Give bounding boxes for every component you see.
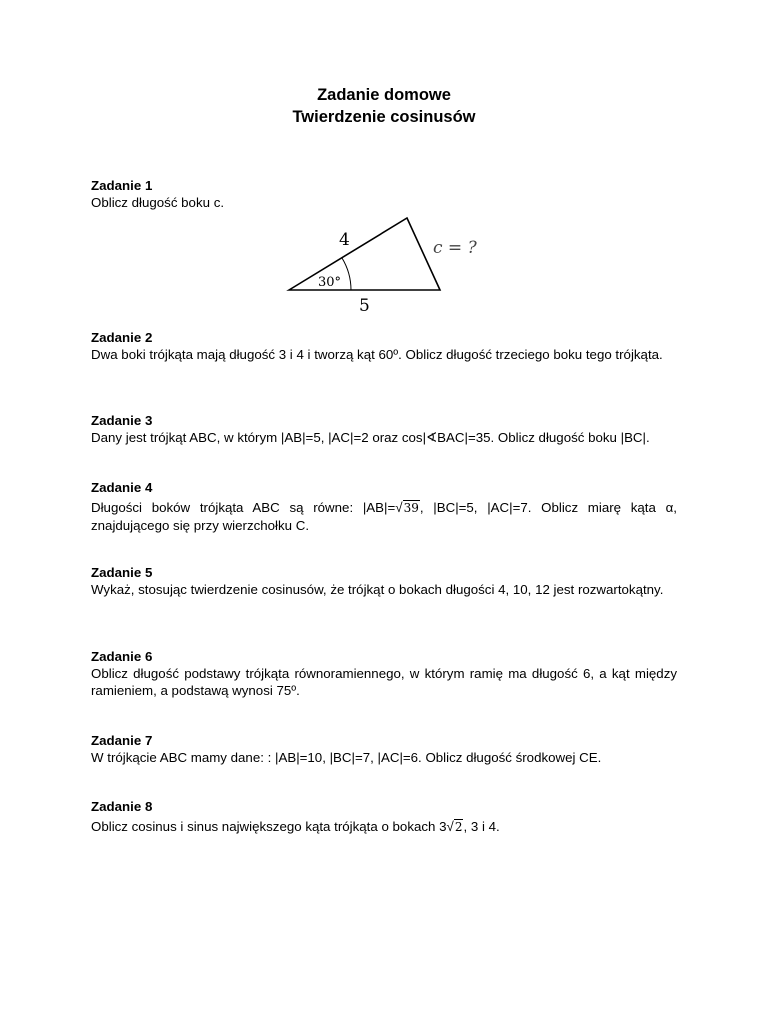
- label-side-4: 4: [339, 230, 350, 250]
- task-4: [91, 479, 677, 534]
- title-line-2: Twierdzenie cosinusów: [292, 108, 476, 126]
- task-3-text: Dany jest trójkąt ABC, w którym |AB|=5, |AC|=2 oraz cos|∢BAC|=35. Oblicz długość boku |BC|.: [91, 430, 650, 445]
- sqrt-39: √39: [395, 500, 419, 515]
- task-3-heading: Zadanie 3: [91, 413, 153, 428]
- task-8: [91, 798, 677, 836]
- task-5-heading: Zadanie 5: [91, 565, 153, 580]
- angle-arc: [342, 258, 351, 290]
- task-3: [91, 412, 677, 446]
- task-5-text: Wykaż, stosując twierdzenie cosinusów, że trójkąt o bokach długości 4, 10, 12 jest rozwartokątny.: [91, 582, 664, 597]
- task-6-heading: Zadanie 6: [91, 649, 153, 664]
- sqrt-2: √2: [446, 819, 463, 834]
- task-4-text-start: Długości boków trójkąta ABC są równe: |AB|=: [91, 500, 396, 515]
- task-2-text: Dwa boki trójkąta mają długość 3 i 4 i tworzą kąt 60º. Oblicz długość trzeciego boku tego trójkąta.: [91, 347, 663, 362]
- triangle-shape: [289, 218, 440, 290]
- task-7-text: W trójkącie ABC mamy dane: : |AB|=10, |BC|=7, |AC|=6. Oblicz długość środkowej CE.: [91, 750, 602, 765]
- triangle-figure: [0, 205, 768, 335]
- task-6: [91, 648, 677, 699]
- task-8-text-start: Oblicz cosinus i sinus największego kąta trójkąta o bokach 3: [91, 819, 447, 834]
- task-6-text: Oblicz długość podstawy trójkąta równoramiennego, w którym ramię ma długość 6, a kąt między ramieniem, a podstawą wynosi 75º.: [91, 666, 677, 698]
- label-unknown-c: c = ?: [433, 238, 477, 258]
- task-4-heading: Zadanie 4: [91, 480, 153, 495]
- task-1-heading: Zadanie 1: [91, 178, 153, 193]
- task-2-heading: Zadanie 2: [91, 330, 153, 345]
- sqrt-2-radicand: 2: [454, 820, 463, 834]
- task-1-text: Oblicz długość boku c.: [91, 195, 225, 210]
- task-4-text: [91, 499, 677, 534]
- page-title: [0, 84, 768, 128]
- task-4-text-end: , |BC|=5, |AC|=7. Oblicz miarę kąta α, znajdującego się przy wierzchołku C.: [91, 500, 677, 533]
- label-angle-30: 30°: [318, 275, 342, 290]
- title-line-1: Zadanie domowe: [317, 86, 451, 104]
- label-side-5: 5: [359, 296, 370, 316]
- task-2: [91, 329, 677, 363]
- task-7: [91, 732, 677, 766]
- task-8-text: [91, 818, 677, 836]
- task-8-heading: Zadanie 8: [91, 799, 153, 814]
- task-8-text-end: , 3 i 4.: [463, 819, 500, 834]
- task-5: [91, 564, 677, 598]
- task-7-heading: Zadanie 7: [91, 733, 153, 748]
- sqrt-39-radicand: 39: [403, 501, 419, 515]
